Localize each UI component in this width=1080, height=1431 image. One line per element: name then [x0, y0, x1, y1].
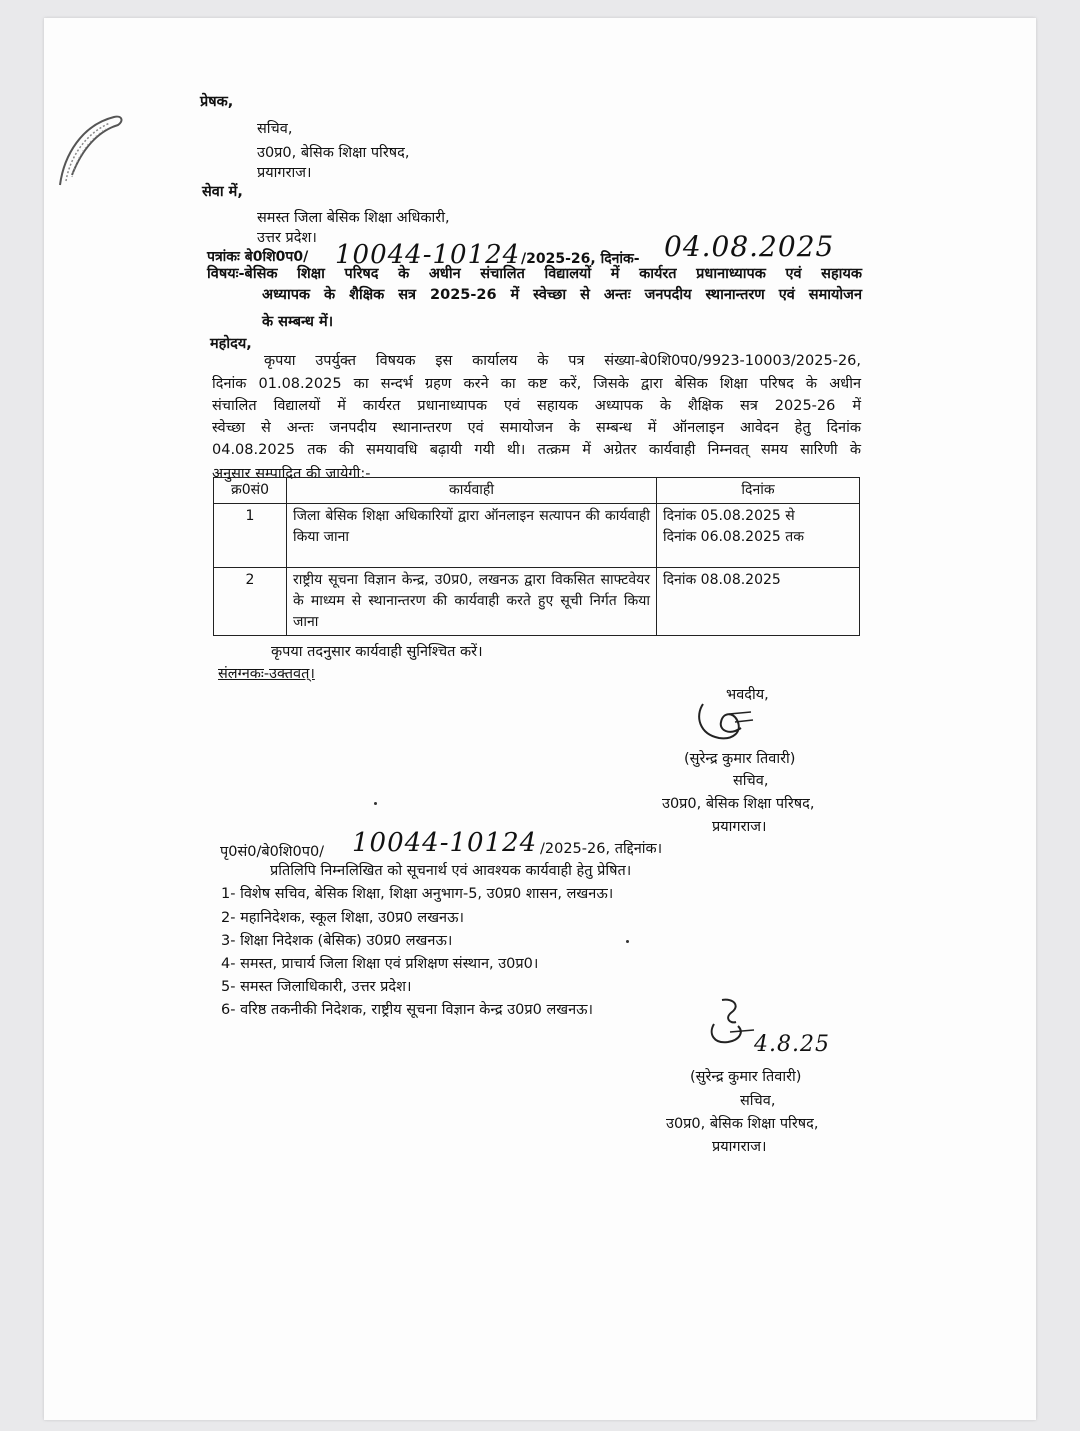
row-date: [657, 568, 860, 636]
initials-mark: [700, 994, 760, 1050]
signatory-city: प्रयागराज।: [712, 1139, 767, 1155]
body-line4: स्वेच्छा से अन्तः जनपदीय स्थानान्तरण एवं समायोजन के सम्बन्ध में ऑनलाइन आवेदन हेतु दिनांक: [212, 420, 861, 436]
stray-dot: [374, 802, 377, 805]
row-date: [657, 504, 860, 568]
sender-city: प्रयागराज।: [257, 165, 312, 181]
subject-line3: के सम्बन्ध में।: [262, 314, 334, 330]
recipient-line2: उत्तर प्रदेश।: [257, 230, 317, 246]
ref-prefix: पत्रांकः बे0शि0प0/: [207, 249, 309, 265]
valediction: भवदीय,: [726, 687, 769, 703]
header-serial: क्र0सं0: [214, 478, 287, 504]
row-action: जिला बेसिक शिक्षा अधिकारियों द्वारा ऑनलाइन सत्यापन की कार्यवाही किया जाना: [287, 504, 657, 568]
table-row: [214, 568, 860, 636]
ref-hand-date: 04.08.2025: [664, 230, 835, 263]
row-date-end: दिनांक 06.08.2025 तक: [663, 529, 804, 545]
recipient-label: सेवा में,: [202, 184, 243, 200]
list-item: 2- महानिदेशक, स्कूल शिक्षा, उ0प्र0 लखनऊ।: [221, 910, 464, 926]
enclosure: संलग्नकः-उक्तवत्।: [218, 666, 315, 682]
row-serial: 1: [214, 504, 287, 568]
row-date-start: दिनांक 08.08.2025: [663, 572, 781, 588]
salutation: महोदय,: [210, 336, 252, 352]
list-item: 5- समस्त जिलाधिकारी, उत्तर प्रदेश।: [221, 979, 412, 995]
body-line5: 04.08.2025 तक की समयावधि बढ़ायी गयी थी। तत्क्रम में अग्रेतर कार्यवाही निम्नवत् समय सारिणी के: [212, 442, 861, 458]
body-line1: कृपया उपर्युक्त विषयक इस कार्यालय के पत्र संख्या-बे0शि0प0/9923-10003/2025-26,: [264, 353, 861, 369]
margin-scribble: [52, 105, 132, 195]
ref-mid: /2025-26, दिनांक-: [521, 251, 640, 267]
sender-title: सचिव,: [257, 121, 293, 137]
body-line6: अनुसार सम्पादित की जायेगी:-: [212, 466, 371, 482]
sender-office: उ0प्र0, बेसिक शिक्षा परिषद,: [257, 145, 410, 161]
copy-ref-suffix: /2025-26, तद्दिनांक।: [540, 841, 663, 857]
list-item: 1- विशेष सचिव, बेसिक शिक्षा, शिक्षा अनुभाग-5, उ0प्र0 शासन, लखनऊ।: [221, 886, 614, 902]
ref-hand-number: 10044-10124: [335, 240, 521, 270]
closing-request: कृपया तदनुसार कार्यवाही सुनिश्चित करें।: [271, 644, 483, 660]
header-action: कार्यवाही: [287, 478, 657, 504]
signatory-office: उ0प्र0, बेसिक शिक्षा परिषद,: [666, 1116, 819, 1132]
row-action: राष्ट्रीय सूचना विज्ञान केन्द्र, उ0प्र0, लखनऊ द्वारा विकसित साफ्टवेयर के माध्यम से स्थानान्तरण की कार्यवाही करते हुए सूची निर्गत किया जाना: [287, 568, 657, 636]
copy-ref-hand-number: 10044-10124: [352, 828, 538, 858]
list-item: 3- शिक्षा निदेशक (बेसिक) उ0प्र0 लखनऊ।: [221, 933, 453, 949]
row-serial: 2: [214, 568, 287, 636]
stray-dot: [626, 940, 629, 943]
signatory-name: (सुरेन्द्र कुमार तिवारी): [690, 1069, 802, 1085]
body-line3: संचालित विद्यालयों में कार्यरत प्रधानाध्यापक एवं सहायक अध्यापक के शैक्षिक सत्र 2025-26 में: [212, 398, 861, 414]
signatory-title: सचिव,: [733, 773, 769, 789]
table-row: [214, 504, 860, 568]
signature-mark: [693, 698, 763, 746]
signatory-title: सचिव,: [740, 1093, 776, 1109]
document-sheet: [44, 18, 1036, 1420]
copy-intro: प्रतिलिपि निम्नलिखित को सूचनार्थ एवं आवश्यक कार्यवाही हेतु प्रेषित।: [270, 863, 632, 879]
body-line2: दिनांक 01.08.2025 का सन्दर्भ ग्रहण करने का कष्ट करें, जिसके द्वारा बेसिक शिक्षा परिषद के अधीन: [212, 376, 861, 392]
signatory-name: (सुरेन्द्र कुमार तिवारी): [684, 751, 796, 767]
list-item: 6- वरिष्ठ तकनीकी निदेशक, राष्ट्रीय सूचना विज्ञान केन्द्र उ0प्र0 लखनऊ।: [221, 1002, 594, 1018]
signature-date: 4.8.25: [754, 1032, 830, 1057]
signatory-city: प्रयागराज।: [712, 819, 767, 835]
table-header-row: [214, 478, 860, 504]
recipient-line1: समस्त जिला बेसिक शिक्षा अधिकारी,: [257, 210, 450, 226]
sender-label: प्रेषक,: [200, 94, 234, 110]
header-date: दिनांक: [657, 478, 860, 504]
copy-ref-prefix: पृ0सं0/बे0शि0प0/: [220, 844, 325, 860]
row-date-start: दिनांक 05.08.2025 से: [663, 508, 795, 524]
schedule-table: [213, 477, 860, 636]
subject-line2: अध्यापक के शैक्षिक सत्र 2025-26 में स्वेच्छा से अन्तः जनपदीय स्थानान्तरण एवं समायोजन: [262, 287, 862, 303]
list-item: 4- समस्त, प्राचार्य जिला शिक्षा एवं प्रशिक्षण संस्थान, उ0प्र0।: [221, 956, 539, 972]
signatory-office: उ0प्र0, बेसिक शिक्षा परिषद,: [662, 796, 815, 812]
subject-line1: विषयः-बेसिक शिक्षा परिषद के अधीन संचालित विद्यालयों में कार्यरत प्रधानाध्यापक एवं सहायक: [207, 266, 862, 282]
